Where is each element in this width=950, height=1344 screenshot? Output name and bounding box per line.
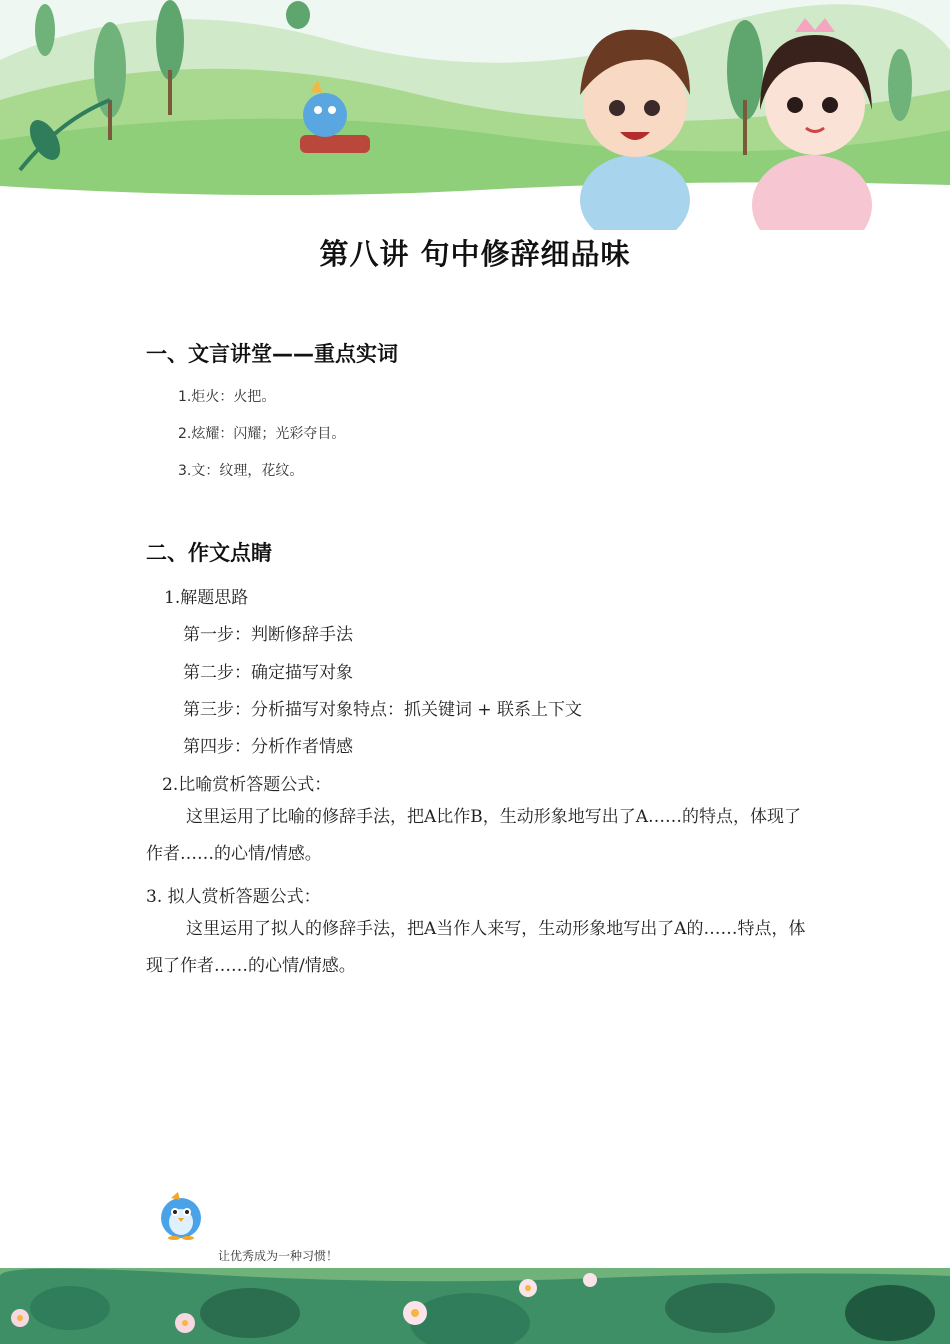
personification-formula: 这里运用了拟人的修辞手法，把A当作人来写，生动形象地写出了A的……特点，体现了作者……的心情/情感。 [146,919,806,976]
page-title: 第八讲 句中修辞细品味 [319,237,631,271]
footer-banner [0,1268,950,1344]
vocab-item-3: 3.文：纹理，花纹。 [178,463,304,479]
vocab-item-1: 1.炬火：火把。 [178,389,276,405]
footer-motto: 让优秀成为一种习惯！ [218,1249,339,1263]
sub-heading-1: 1.解题思路 [164,588,249,608]
step-2: 第二步：确定描写对象 [183,663,353,683]
step-3: 第三步：分析描写对象特点：抓关键词 + 联系上下文 [183,700,583,720]
section-1-heading: 一、文言讲堂——重点实词 [146,342,398,366]
header-banner [0,0,950,230]
metaphor-formula: 这里运用了比喻的修辞手法，把A比作B，生动形象地写出了A……的特点，体现了作者……的心情/情感。 [146,807,802,864]
sub-heading-3: 3. 拟人赏析答题公式： [146,887,321,907]
boy-character-icon [580,30,690,230]
step-4: 第四步：分析作者情感 [183,737,353,757]
penguin-mascot-icon [156,1188,206,1240]
section-2-heading: 二、作文点睛 [146,541,272,565]
vocab-item-2: 2.炫耀：闪耀；光彩夺目。 [178,426,346,442]
step-1: 第一步：判断修辞手法 [183,625,353,645]
sub-heading-2: 2.比喻赏析答题公式： [162,775,332,795]
